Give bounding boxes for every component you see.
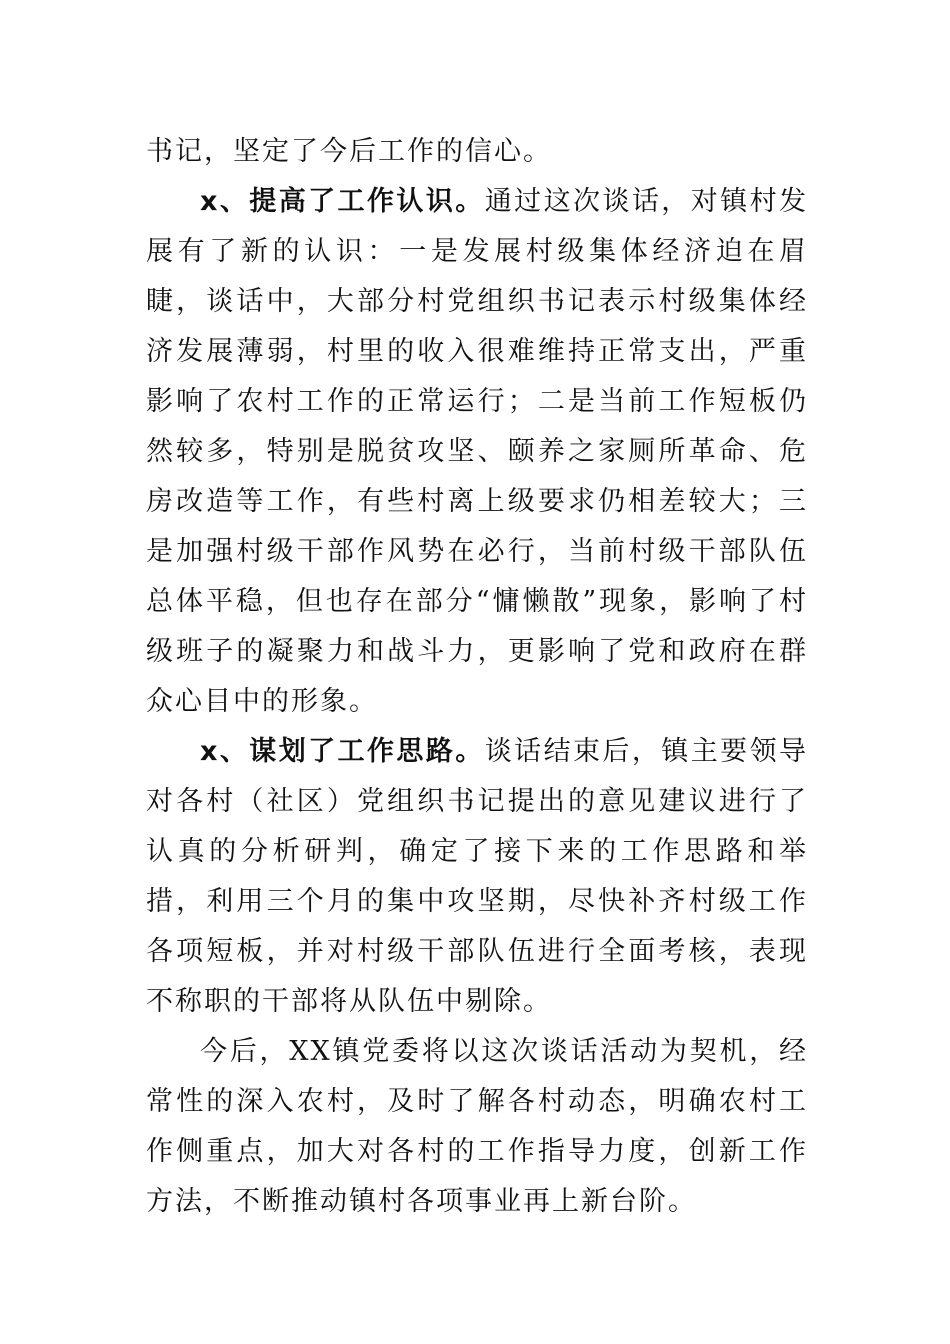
paragraph-continuation <box>146 127 808 177</box>
paragraph-heading: x、提高了工作认识。 <box>200 186 485 217</box>
paragraph-text: 通过这次谈话，对镇村发展有了新的认识：一是发展村级集体经济迫在眉睫，谈话中，大部分村党组织书记表示村级集体经济发展薄弱，村里的收入很难维持正常支出，严重影响了农村工作的正常运行；二是当前工作短板仍然较多，特别是脱贫攻坚、颐养之家厕所革命、危房改造等工作，有些村离上级要求仍相差较大；三是加强村级干部作风势在必行，当前村级干部队伍总体平稳，但也存在部分“慵懒散”现象，影响了村级班子的凝聚力和战斗力，更影响了党和政府在群众心目中的形象。 <box>146 186 809 717</box>
paragraph-text: 书记，坚定了今后工作的信心。 <box>146 136 552 167</box>
document-body <box>146 127 808 1227</box>
paragraph-heading: x、谋划了工作思路。 <box>200 736 485 767</box>
paragraph-work-understanding <box>146 177 808 727</box>
paragraph-conclusion <box>146 1027 808 1227</box>
paragraph-text: 谈话结束后，镇主要领导对各村（社区）党组织书记提出的意见建议进行了认真的分析研判，确定了接下来的工作思路和举措，利用三个月的集中攻坚期，尽快补齐村级工作各项短板，并对村级干部队伍进行全面考核，表现不称职的干部将从队伍中剔除。 <box>146 736 809 1017</box>
paragraph-work-plan <box>146 727 808 1027</box>
paragraph-text: 今后，XX镇党委将以这次谈话活动为契机，经常性的深入农村，及时了解各村动态，明确农村工作侧重点，加大对各村的工作指导力度，创新工作方法，不断推动镇村各项事业再上新台阶。 <box>146 1036 808 1217</box>
